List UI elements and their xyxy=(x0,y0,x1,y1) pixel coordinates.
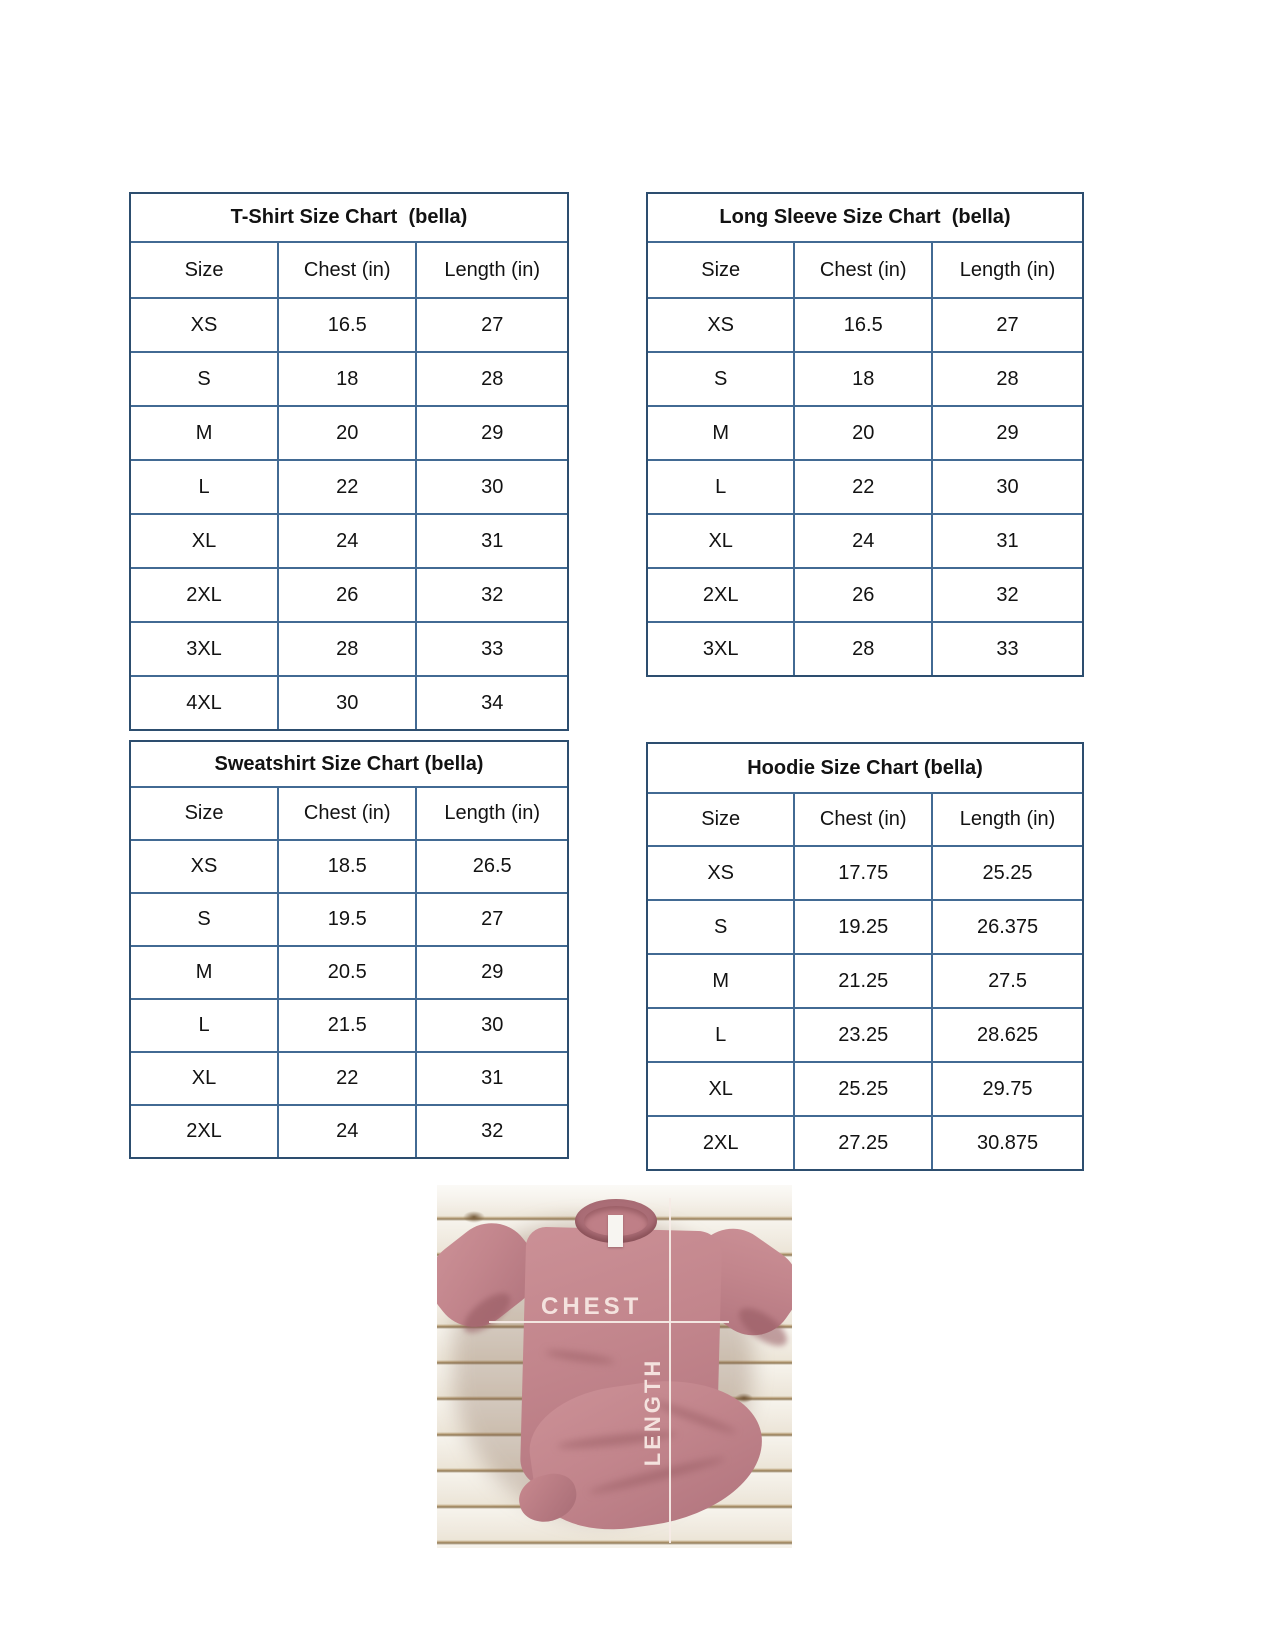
table-cell: 34 xyxy=(481,691,504,714)
table-cell: 29 xyxy=(996,421,1019,444)
table-title: Long Sleeve Size Chart (bella) xyxy=(648,194,1082,243)
table-cell: S xyxy=(714,367,728,390)
table-cell: 27.25 xyxy=(793,1117,933,1169)
table-row xyxy=(131,1051,567,1104)
table-cell: 27.5 xyxy=(988,969,1027,992)
table-cell: S xyxy=(197,908,211,930)
table-cell: L xyxy=(715,475,727,498)
table-cell: 25.25 xyxy=(982,861,1033,884)
table-cell: 16.5 xyxy=(793,299,933,351)
table-row xyxy=(131,513,567,567)
table-cell: 24 xyxy=(277,515,417,567)
table-cell: 32 xyxy=(481,1120,504,1142)
table-cell: 30 xyxy=(481,1014,504,1036)
table-cell: S xyxy=(714,915,728,938)
table-cell: 29.75 xyxy=(982,1077,1033,1100)
table-row xyxy=(648,1061,1082,1115)
table-cell: XL xyxy=(191,1067,217,1089)
column-header-length: Length (in) xyxy=(959,808,1056,830)
table-row xyxy=(131,892,567,945)
table-row xyxy=(648,847,1082,899)
table-cell: 32 xyxy=(481,583,504,606)
length-measure-line xyxy=(669,1198,671,1543)
table-cell: 2XL xyxy=(702,583,739,606)
column-header-size: Size xyxy=(701,258,741,281)
table-cell: 22 xyxy=(277,1053,417,1104)
table-cell: 18 xyxy=(277,353,417,405)
chest-label: CHEST xyxy=(541,1293,643,1320)
column-header-size: Size xyxy=(701,808,741,830)
table-row xyxy=(648,351,1082,405)
column-header-size: Size xyxy=(184,258,224,281)
table-row xyxy=(648,299,1082,351)
table-cell: 20 xyxy=(793,407,933,459)
table-title: Hoodie Size Chart (bella) xyxy=(648,744,1082,794)
table-cell: 26 xyxy=(277,569,417,621)
hoodie-size-table xyxy=(646,742,1084,1171)
table-cell: 28 xyxy=(996,367,1019,390)
table-cell: 25.25 xyxy=(793,1063,933,1115)
table-row xyxy=(648,621,1082,675)
table-cell: 23.25 xyxy=(793,1009,933,1061)
table-cell: XS xyxy=(190,855,218,877)
table-row xyxy=(131,841,567,892)
column-header-chest: Chest (in) xyxy=(793,794,933,845)
table-cell: 30 xyxy=(996,475,1019,498)
table-cell: 3XL xyxy=(702,637,739,660)
table-cell: 21.25 xyxy=(793,955,933,1007)
table-title: Sweatshirt Size Chart (bella) xyxy=(131,742,567,788)
table-cell: L xyxy=(715,1023,727,1046)
table-row xyxy=(131,405,567,459)
table-cell: 20.5 xyxy=(277,947,417,998)
table-cell: M xyxy=(195,421,213,444)
table-row xyxy=(131,567,567,621)
table-cell: M xyxy=(712,421,730,444)
table-row xyxy=(648,513,1082,567)
table-cell: 30.875 xyxy=(976,1131,1039,1154)
table-cell: XS xyxy=(190,313,218,336)
sweatshirt-size-table xyxy=(129,740,569,1159)
table-cell: 18 xyxy=(793,353,933,405)
table-row xyxy=(131,998,567,1051)
column-header-length: Length (in) xyxy=(959,258,1056,281)
table-row xyxy=(648,1007,1082,1061)
table-row xyxy=(131,675,567,729)
tshirt-size-table xyxy=(129,192,569,731)
table-cell: 3XL xyxy=(186,637,222,660)
table-row xyxy=(648,459,1082,513)
column-header-size: Size xyxy=(184,802,224,824)
table-row xyxy=(648,567,1082,621)
table-row xyxy=(131,299,567,351)
table-cell: 32 xyxy=(996,583,1019,606)
table-cell: 29 xyxy=(481,961,504,983)
table-header-row xyxy=(648,794,1082,847)
care-tag xyxy=(608,1215,623,1247)
table-cell: 30 xyxy=(277,677,417,729)
table-row xyxy=(131,945,567,998)
chest-measure-line xyxy=(489,1321,729,1323)
table-header-row xyxy=(131,243,567,299)
table-body xyxy=(648,299,1082,675)
table-cell: 20 xyxy=(277,407,417,459)
table-row xyxy=(131,1104,567,1157)
column-header-chest: Chest (in) xyxy=(277,243,417,297)
column-header-length: Length (in) xyxy=(444,802,541,824)
table-cell: XL xyxy=(708,1077,733,1100)
longsleeve-size-table xyxy=(646,192,1084,677)
table-row xyxy=(131,459,567,513)
table-row xyxy=(131,351,567,405)
table-cell: 31 xyxy=(481,1067,504,1089)
table-cell: XS xyxy=(707,861,735,884)
table-cell: XS xyxy=(707,313,735,336)
table-row xyxy=(648,405,1082,459)
tshirt-mockup-photo xyxy=(437,1185,792,1548)
table-cell: 27 xyxy=(481,908,504,930)
table-cell: 27 xyxy=(996,313,1019,336)
table-cell: L xyxy=(198,1014,210,1036)
table-cell: 24 xyxy=(793,515,933,567)
table-cell: 33 xyxy=(996,637,1019,660)
table-cell: 19.25 xyxy=(793,901,933,953)
table-cell: M xyxy=(712,969,730,992)
table-header-row xyxy=(648,243,1082,299)
table-row xyxy=(131,621,567,675)
column-header-chest: Chest (in) xyxy=(793,243,933,297)
table-cell: 27 xyxy=(481,313,504,336)
table-cell: 31 xyxy=(481,529,504,552)
table-cell: 30 xyxy=(481,475,504,498)
table-cell: 2XL xyxy=(186,583,222,606)
table-cell: S xyxy=(197,367,211,390)
table-title: T-Shirt Size Chart (bella) xyxy=(131,194,567,243)
table-header-row xyxy=(131,788,567,841)
table-cell: 31 xyxy=(996,529,1019,552)
table-cell: 22 xyxy=(793,461,933,513)
table-cell: 26 xyxy=(793,569,933,621)
table-row xyxy=(648,953,1082,1007)
table-cell: 28 xyxy=(793,623,933,675)
table-cell: 4XL xyxy=(186,691,222,714)
column-header-length: Length (in) xyxy=(444,258,541,281)
table-cell: L xyxy=(198,475,210,498)
table-row xyxy=(648,1115,1082,1169)
table-body xyxy=(648,847,1082,1169)
table-cell: 18.5 xyxy=(277,841,417,892)
table-cell: 22 xyxy=(277,461,417,513)
table-cell: 16.5 xyxy=(277,299,417,351)
table-cell: 26.375 xyxy=(976,915,1039,938)
table-cell: 28 xyxy=(277,623,417,675)
length-label: LENGTH xyxy=(640,1357,665,1467)
table-body xyxy=(131,299,567,729)
wood-knot xyxy=(463,1211,485,1223)
table-cell: XL xyxy=(708,529,733,552)
table-cell: 21.5 xyxy=(277,1000,417,1051)
table-cell: 2XL xyxy=(702,1131,739,1154)
table-row xyxy=(648,899,1082,953)
column-header-chest: Chest (in) xyxy=(277,788,417,839)
table-cell: 19.5 xyxy=(277,894,417,945)
table-cell: 29 xyxy=(481,421,504,444)
table-cell: XL xyxy=(191,529,217,552)
table-cell: 2XL xyxy=(186,1120,222,1142)
table-cell: 28 xyxy=(481,367,504,390)
table-cell: M xyxy=(195,961,213,983)
table-cell: 17.75 xyxy=(793,847,933,899)
table-cell: 33 xyxy=(481,637,504,660)
table-cell: 26.5 xyxy=(472,855,512,877)
table-cell: 24 xyxy=(277,1106,417,1157)
table-cell: 28.625 xyxy=(976,1023,1039,1046)
table-body xyxy=(131,841,567,1157)
